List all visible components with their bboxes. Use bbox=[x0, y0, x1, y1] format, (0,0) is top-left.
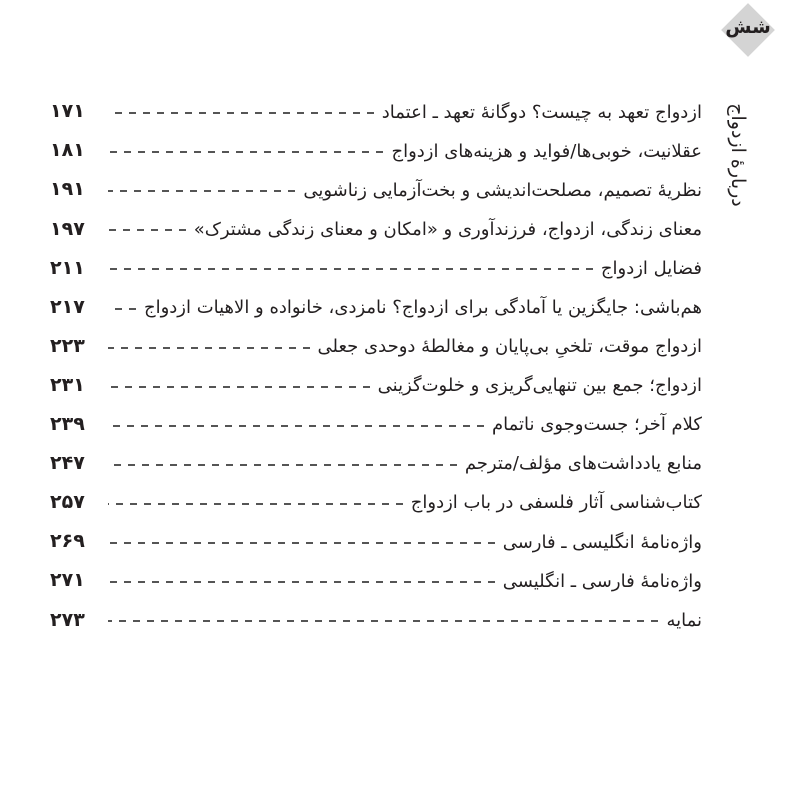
dotted-leader bbox=[108, 620, 658, 622]
dotted-leader bbox=[108, 503, 403, 505]
dotted-leader bbox=[108, 464, 457, 466]
running-head-text: دربارهٔ ازدواج bbox=[727, 103, 749, 207]
dotted-leader bbox=[108, 229, 186, 231]
toc-entry-title: کلام آخر؛ جست‌وجوی ناتمام bbox=[491, 414, 702, 436]
toc-entry[interactable] bbox=[50, 553, 702, 592]
page-number-badge bbox=[722, 4, 774, 56]
toc-entry-title: کتاب‌شناسی آثار فلسفی در باب ازدواج bbox=[410, 492, 702, 514]
toc-entry-page: ۱۷۱ bbox=[50, 100, 85, 123]
dotted-leader bbox=[108, 308, 136, 310]
toc-entry-page: ۲۱۱ bbox=[50, 256, 85, 279]
dotted-leader bbox=[108, 347, 310, 349]
toc-entry[interactable] bbox=[50, 514, 702, 553]
dotted-leader bbox=[108, 190, 295, 192]
dotted-leader bbox=[108, 151, 383, 153]
dotted-leader bbox=[108, 425, 484, 427]
toc-entry-page: ۲۲۳ bbox=[50, 334, 85, 357]
running-head bbox=[712, 80, 764, 230]
toc-entry-title: فضایل ازدواج bbox=[600, 257, 702, 279]
toc-entry-page: ۲۳۹ bbox=[50, 413, 85, 436]
toc-entry-page: ۲۵۷ bbox=[50, 491, 85, 514]
dotted-leader bbox=[108, 112, 374, 114]
toc-entry-title: نمایه bbox=[666, 609, 702, 631]
table-of-contents bbox=[50, 84, 702, 631]
toc-entry[interactable] bbox=[50, 358, 702, 397]
toc-entry-page: ۲۷۳ bbox=[50, 608, 85, 631]
toc-entry-title: منابع یادداشت‌های مؤلف/مترجم bbox=[464, 453, 702, 475]
toc-entry-page: ۲۱۷ bbox=[50, 295, 85, 318]
toc-entry-title: ازدواج؛ جمع بین تنهایی‌گریزی و خلوت‌گزینی bbox=[377, 375, 702, 397]
dotted-leader bbox=[108, 542, 495, 544]
dotted-leader bbox=[108, 386, 370, 388]
toc-entry[interactable] bbox=[50, 84, 702, 123]
toc-entry-title: عقلانیت، خوبی‌ها/فواید و هزینه‌های ازدواج bbox=[391, 140, 702, 162]
toc-entry[interactable] bbox=[50, 592, 702, 631]
page-number-label: شش bbox=[725, 16, 771, 38]
dotted-leader bbox=[108, 581, 495, 583]
toc-entry[interactable] bbox=[50, 162, 702, 201]
toc-entry-title: ازدواج موقت، تلخیِ بی‌پایان و مغالطهٔ دوحدی جعلی bbox=[317, 336, 702, 358]
toc-entry[interactable] bbox=[50, 319, 702, 358]
toc-entry-title: واژه‌نامهٔ انگلیسی ـ فارسی bbox=[502, 531, 702, 553]
toc-entry[interactable] bbox=[50, 201, 702, 240]
toc-entry-title: نظریهٔ تصمیم، مصلحت‌اندیشی و بخت‌آزمایی زناشویی bbox=[303, 179, 702, 201]
dotted-leader bbox=[108, 268, 593, 270]
toc-entry[interactable] bbox=[50, 279, 702, 318]
toc-entry-title: هم‌باشی: جایگزین یا آمادگی برای ازدواج؟ نامزدی، خانواده و الاهیات ازدواج bbox=[143, 296, 702, 318]
toc-entry-page: ۲۴۷ bbox=[50, 452, 85, 475]
toc-entry-page: ۲۶۹ bbox=[50, 530, 85, 553]
toc-entry[interactable] bbox=[50, 475, 702, 514]
toc-entry-title: ازدواج تعهد به چیست؟ دوگانهٔ تعهد ـ اعتماد bbox=[381, 101, 702, 123]
toc-entry-title: واژه‌نامهٔ فارسی ـ انگلیسی bbox=[502, 570, 702, 592]
toc-entry[interactable] bbox=[50, 397, 702, 436]
toc-entry-page: ۱۹۱ bbox=[50, 178, 85, 201]
toc-entry-page: ۱۸۱ bbox=[50, 139, 85, 162]
toc-entry-page: ۱۹۷ bbox=[50, 217, 85, 240]
toc-entry[interactable] bbox=[50, 436, 702, 475]
toc-entry[interactable] bbox=[50, 240, 702, 279]
toc-entry-title: معنای زندگی، ازدواج، فرزندآوری و «امکان و معنای زندگی مشترک» bbox=[193, 218, 702, 240]
toc-entry-page: ۲۷۱ bbox=[50, 569, 85, 592]
toc-entry-page: ۲۳۱ bbox=[50, 373, 85, 396]
toc-entry[interactable] bbox=[50, 123, 702, 162]
